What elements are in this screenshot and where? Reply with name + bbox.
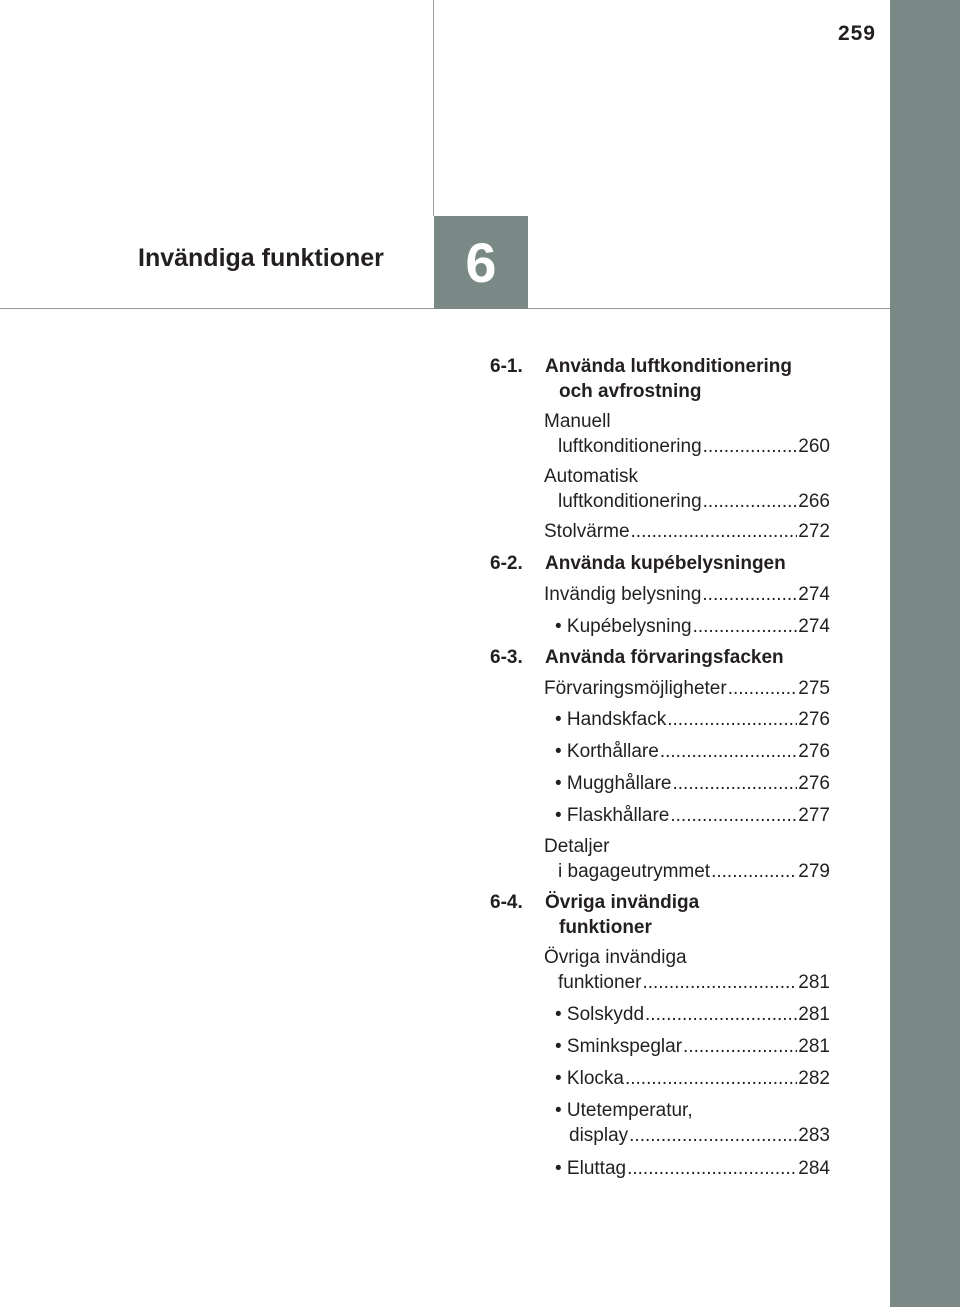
toc-entry-ovriga-invandiga[interactable]	[544, 945, 830, 995]
leader-dots	[683, 1034, 797, 1059]
entry-title-cont: display	[569, 1125, 629, 1146]
entry-page: 277	[798, 805, 830, 826]
leader-dots	[660, 739, 797, 764]
entry-title-cont: funktioner	[558, 972, 642, 993]
leader-dots	[667, 707, 797, 732]
entry-title: • Eluttag	[555, 1158, 627, 1179]
toc-entry-flaskhallare[interactable]	[555, 803, 830, 828]
toc-entry-korthallare[interactable]	[555, 739, 830, 764]
toc-entry-eluttag[interactable]	[555, 1156, 830, 1181]
entry-page: 266	[798, 491, 830, 512]
entry-title: Detaljer	[544, 836, 610, 857]
toc-entry-handskfack[interactable]	[555, 707, 830, 732]
entry-title: • Utetemperatur,	[555, 1100, 693, 1121]
entry-title: • Handskfack	[555, 709, 667, 730]
toc-entry-invandig-belysning[interactable]	[544, 582, 830, 607]
leader-dots	[703, 434, 798, 459]
leader-dots	[625, 1066, 797, 1091]
leader-dots	[711, 859, 797, 884]
section-number: 6-2.	[490, 553, 523, 574]
entry-title-cont: luftkonditionering	[558, 491, 702, 512]
toc-entry-utetemperatur[interactable]	[555, 1098, 830, 1148]
toc-entry-solskydd[interactable]	[555, 1002, 830, 1027]
toc-entry-sminkspeglar[interactable]	[555, 1034, 830, 1059]
entry-page: 260	[798, 436, 830, 457]
entry-title: Automatisk	[544, 466, 638, 487]
leader-dots	[728, 676, 798, 701]
entry-page: 275	[798, 678, 830, 699]
entry-page: 281	[798, 972, 830, 993]
section-number: 6-1.	[490, 356, 523, 377]
entry-title: • Mugghållare	[555, 773, 672, 794]
entry-page: 276	[798, 773, 830, 794]
leader-dots	[631, 519, 798, 544]
entry-title: Manuell	[544, 411, 611, 432]
entry-page: 272	[798, 521, 830, 542]
chapter-number: 6	[465, 231, 497, 294]
leader-dots	[627, 1156, 797, 1181]
entry-title: Övriga invändiga	[544, 947, 687, 968]
entry-page: 282	[798, 1068, 830, 1089]
toc-entry-automatisk[interactable]	[544, 464, 830, 514]
leader-dots	[673, 771, 798, 796]
section-number: 6-4.	[490, 892, 523, 913]
entry-page: 274	[798, 584, 830, 605]
entry-page: 276	[798, 741, 830, 762]
chapter-title: Invändiga funktioner	[138, 244, 384, 272]
toc-entry-mugghallare[interactable]	[555, 771, 830, 796]
page-number: 259	[837, 22, 876, 45]
toc-entry-forvaringsmojligheter[interactable]	[544, 676, 830, 701]
toc-entry-kupebelysning[interactable]	[555, 614, 830, 639]
leader-dots	[642, 970, 797, 995]
toc-entry-manuell[interactable]	[544, 409, 830, 459]
entry-title: • Korthållare	[555, 741, 659, 762]
leader-dots	[670, 803, 797, 828]
entry-page: 281	[798, 1036, 830, 1057]
section-title: Använda kupébelysningen	[545, 553, 786, 574]
entry-title: • Solskydd	[555, 1004, 645, 1025]
entry-title: • Kupébelysning	[555, 616, 692, 637]
entry-page: 276	[798, 709, 830, 730]
entry-title: • Sminkspeglar	[555, 1036, 683, 1057]
entry-page: 283	[798, 1125, 830, 1146]
leader-dots	[703, 489, 798, 514]
leader-dots	[629, 1123, 797, 1148]
leader-dots	[645, 1002, 797, 1027]
section-title: Använda förvaringsfacken	[545, 647, 784, 668]
entry-title-cont: luftkonditionering	[558, 436, 702, 457]
section-title: Övriga invändiga	[545, 892, 700, 913]
entry-title: • Klocka	[555, 1068, 624, 1089]
toc-entry-detaljer[interactable]	[544, 834, 830, 884]
entry-title-cont: i bagageutrymmet	[558, 861, 711, 882]
section-title: Använda luftkonditionering	[545, 356, 792, 377]
toc-entry-stolvarme[interactable]	[544, 519, 830, 544]
entry-page: 279	[798, 861, 830, 882]
entry-title: • Flaskhållare	[555, 805, 670, 826]
entry-page: 284	[798, 1158, 830, 1179]
entry-title: Stolvärme	[544, 521, 630, 542]
leader-dots	[702, 582, 797, 607]
entry-page: 281	[798, 1004, 830, 1025]
section-title-cont: funktioner	[559, 917, 652, 938]
toc-entry-klocka[interactable]	[555, 1066, 830, 1091]
entry-title: Förvaringsmöjligheter	[544, 678, 727, 699]
section-title-cont: och avfrostning	[559, 381, 702, 402]
section-number: 6-3.	[490, 647, 523, 668]
entry-title: Invändig belysning	[544, 584, 702, 605]
leader-dots	[693, 614, 798, 639]
entry-page: 274	[798, 616, 830, 637]
